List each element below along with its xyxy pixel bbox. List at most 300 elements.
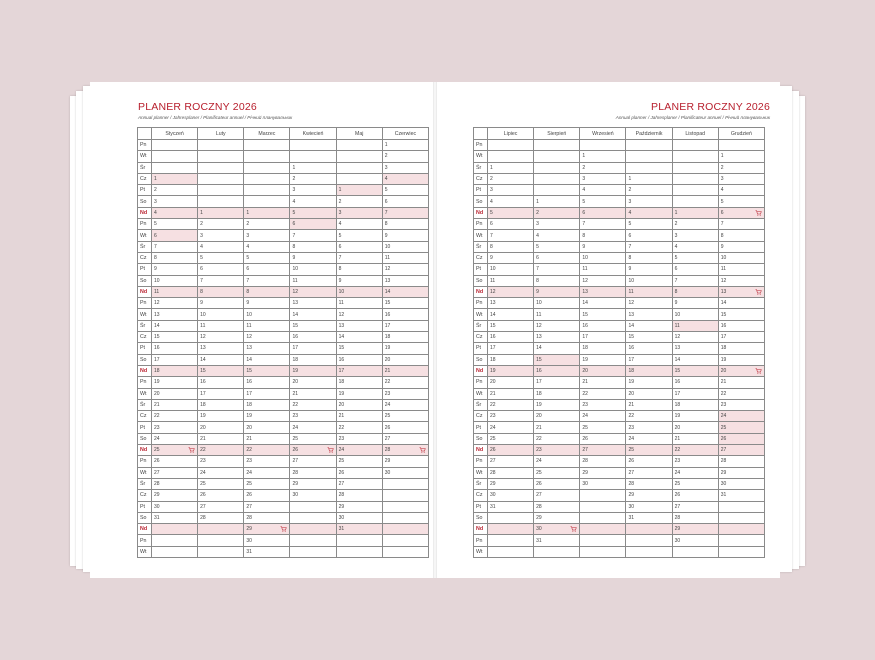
day-cell[interactable]: 12 bbox=[152, 298, 198, 309]
day-cell[interactable]: 9 bbox=[198, 298, 244, 309]
day-cell[interactable]: 14 bbox=[718, 298, 764, 309]
day-cell[interactable]: 1 bbox=[382, 140, 428, 151]
day-cell[interactable]: 12 bbox=[718, 275, 764, 286]
day-cell[interactable]: 22 bbox=[672, 445, 718, 456]
day-cell[interactable]: 8 bbox=[336, 264, 382, 275]
day-cell[interactable]: 29 bbox=[336, 501, 382, 512]
day-cell[interactable]: 21 bbox=[198, 433, 244, 444]
day-cell[interactable]: 16 bbox=[336, 354, 382, 365]
day-cell[interactable]: 17 bbox=[672, 388, 718, 399]
day-cell[interactable]: 7 bbox=[198, 275, 244, 286]
day-cell[interactable]: 8 bbox=[534, 275, 580, 286]
day-cell[interactable]: 23 bbox=[626, 422, 672, 433]
day-cell[interactable]: 11 bbox=[718, 264, 764, 275]
day-cell[interactable]: 10 bbox=[718, 252, 764, 263]
day-cell[interactable]: 15 bbox=[580, 309, 626, 320]
day-cell[interactable]: 3 bbox=[534, 219, 580, 230]
day-cell[interactable]: 10 bbox=[488, 264, 534, 275]
day-cell[interactable] bbox=[626, 140, 672, 151]
day-cell[interactable]: 16 bbox=[152, 343, 198, 354]
day-cell[interactable]: 2 bbox=[580, 162, 626, 173]
day-cell[interactable]: 26 bbox=[152, 456, 198, 467]
day-cell[interactable]: 6 bbox=[244, 264, 290, 275]
day-cell[interactable]: 21 bbox=[382, 365, 428, 376]
day-cell[interactable] bbox=[244, 196, 290, 207]
day-cell[interactable]: 25 bbox=[290, 433, 336, 444]
day-cell[interactable]: 16 bbox=[290, 332, 336, 343]
day-cell[interactable] bbox=[626, 524, 672, 535]
day-cell[interactable]: 27 bbox=[336, 478, 382, 489]
day-cell[interactable] bbox=[198, 173, 244, 184]
day-cell[interactable] bbox=[198, 524, 244, 535]
day-cell[interactable]: 26 bbox=[580, 433, 626, 444]
day-cell[interactable]: 29 bbox=[626, 490, 672, 501]
day-cell[interactable]: 24 bbox=[198, 467, 244, 478]
day-cell[interactable]: 26 bbox=[718, 433, 764, 444]
day-cell[interactable]: 5 bbox=[718, 196, 764, 207]
day-cell[interactable]: 8 bbox=[580, 230, 626, 241]
day-cell[interactable]: 7 bbox=[718, 219, 764, 230]
day-cell[interactable]: 15 bbox=[382, 298, 428, 309]
day-cell[interactable]: 13 bbox=[672, 343, 718, 354]
day-cell[interactable]: 1 bbox=[198, 207, 244, 218]
day-cell[interactable]: 14 bbox=[290, 309, 336, 320]
day-cell[interactable]: 14 bbox=[152, 320, 198, 331]
day-cell[interactable]: 4 bbox=[718, 185, 764, 196]
day-cell[interactable]: 28 bbox=[290, 467, 336, 478]
day-cell[interactable]: 7 bbox=[580, 219, 626, 230]
day-cell[interactable]: 4 bbox=[244, 241, 290, 252]
day-cell[interactable]: 28 bbox=[336, 490, 382, 501]
day-cell[interactable]: 26 bbox=[672, 490, 718, 501]
day-cell[interactable]: 1 bbox=[336, 185, 382, 196]
day-cell[interactable] bbox=[672, 185, 718, 196]
day-cell[interactable]: 30 bbox=[580, 478, 626, 489]
day-cell[interactable]: 3 bbox=[718, 173, 764, 184]
day-cell[interactable]: 4 bbox=[580, 185, 626, 196]
day-cell[interactable]: 23 bbox=[244, 456, 290, 467]
day-cell[interactable]: 13 bbox=[152, 309, 198, 320]
day-cell[interactable] bbox=[580, 140, 626, 151]
day-cell[interactable]: 11 bbox=[672, 320, 718, 331]
day-cell[interactable]: 7 bbox=[672, 275, 718, 286]
day-cell[interactable] bbox=[290, 535, 336, 546]
day-cell[interactable]: 6 bbox=[626, 230, 672, 241]
day-cell[interactable] bbox=[626, 151, 672, 162]
day-cell[interactable]: 24 bbox=[152, 433, 198, 444]
day-cell[interactable]: 31 bbox=[534, 535, 580, 546]
day-cell[interactable]: 19 bbox=[718, 354, 764, 365]
day-cell[interactable] bbox=[672, 140, 718, 151]
day-cell[interactable] bbox=[290, 512, 336, 523]
day-cell[interactable]: 30 bbox=[244, 535, 290, 546]
day-cell[interactable]: 11 bbox=[626, 286, 672, 297]
day-cell[interactable]: 4 bbox=[382, 173, 428, 184]
day-cell[interactable]: 24 bbox=[290, 422, 336, 433]
day-cell[interactable]: 25 bbox=[198, 478, 244, 489]
day-cell[interactable]: 3 bbox=[198, 230, 244, 241]
day-cell[interactable]: 15 bbox=[152, 332, 198, 343]
day-cell[interactable]: 29 bbox=[382, 456, 428, 467]
day-cell[interactable]: 3 bbox=[672, 230, 718, 241]
day-cell[interactable] bbox=[382, 501, 428, 512]
day-cell[interactable] bbox=[718, 501, 764, 512]
day-cell[interactable] bbox=[626, 535, 672, 546]
day-cell[interactable]: 3 bbox=[488, 185, 534, 196]
day-cell[interactable] bbox=[336, 535, 382, 546]
day-cell[interactable]: 9 bbox=[718, 241, 764, 252]
day-cell[interactable]: 16 bbox=[580, 320, 626, 331]
day-cell[interactable]: 17 bbox=[198, 388, 244, 399]
day-cell[interactable] bbox=[336, 173, 382, 184]
day-cell[interactable]: 22 bbox=[290, 399, 336, 410]
day-cell[interactable]: 29 bbox=[152, 490, 198, 501]
day-cell[interactable]: 10 bbox=[290, 264, 336, 275]
day-cell[interactable]: 15 bbox=[534, 354, 580, 365]
day-cell[interactable] bbox=[488, 535, 534, 546]
day-cell[interactable]: 11 bbox=[152, 286, 198, 297]
day-cell[interactable]: 5 bbox=[488, 207, 534, 218]
day-cell[interactable]: 2 bbox=[152, 185, 198, 196]
day-cell[interactable]: 15 bbox=[718, 309, 764, 320]
day-cell[interactable]: 28 bbox=[534, 501, 580, 512]
day-cell[interactable]: 20 bbox=[672, 422, 718, 433]
day-cell[interactable] bbox=[244, 173, 290, 184]
day-cell[interactable]: 8 bbox=[198, 286, 244, 297]
day-cell[interactable] bbox=[672, 173, 718, 184]
day-cell[interactable]: 28 bbox=[672, 512, 718, 523]
day-cell[interactable]: 8 bbox=[488, 241, 534, 252]
day-cell[interactable]: 3 bbox=[152, 196, 198, 207]
day-cell[interactable]: 16 bbox=[534, 365, 580, 376]
day-cell[interactable] bbox=[382, 478, 428, 489]
day-cell[interactable]: 18 bbox=[488, 354, 534, 365]
day-cell[interactable]: 23 bbox=[534, 445, 580, 456]
day-cell[interactable]: 13 bbox=[488, 298, 534, 309]
day-cell[interactable]: 27 bbox=[488, 456, 534, 467]
day-cell[interactable]: 11 bbox=[290, 275, 336, 286]
day-cell[interactable] bbox=[336, 546, 382, 557]
day-cell[interactable] bbox=[198, 162, 244, 173]
day-cell[interactable]: 27 bbox=[244, 501, 290, 512]
day-cell[interactable]: 31 bbox=[244, 546, 290, 557]
day-cell[interactable]: 31 bbox=[626, 512, 672, 523]
day-cell[interactable]: 25 bbox=[336, 456, 382, 467]
day-cell[interactable]: 8 bbox=[718, 230, 764, 241]
day-cell[interactable]: 5 bbox=[534, 241, 580, 252]
day-cell[interactable] bbox=[672, 196, 718, 207]
day-cell[interactable]: 20 bbox=[244, 422, 290, 433]
day-cell[interactable]: 29 bbox=[290, 478, 336, 489]
day-cell[interactable]: 9 bbox=[244, 298, 290, 309]
day-cell[interactable]: 13 bbox=[198, 343, 244, 354]
day-cell[interactable]: 29 bbox=[244, 524, 290, 535]
day-cell[interactable]: 15 bbox=[672, 365, 718, 376]
day-cell[interactable]: 11 bbox=[580, 264, 626, 275]
day-cell[interactable]: 23 bbox=[580, 399, 626, 410]
day-cell[interactable]: 24 bbox=[626, 433, 672, 444]
day-cell[interactable]: 3 bbox=[626, 196, 672, 207]
day-cell[interactable]: 30 bbox=[718, 478, 764, 489]
day-cell[interactable]: 14 bbox=[534, 343, 580, 354]
day-cell[interactable]: 26 bbox=[336, 467, 382, 478]
day-cell[interactable]: 24 bbox=[580, 411, 626, 422]
day-cell[interactable] bbox=[198, 196, 244, 207]
day-cell[interactable]: 7 bbox=[152, 241, 198, 252]
day-cell[interactable] bbox=[488, 524, 534, 535]
day-cell[interactable]: 6 bbox=[290, 219, 336, 230]
day-cell[interactable]: 28 bbox=[718, 456, 764, 467]
day-cell[interactable]: 20 bbox=[382, 354, 428, 365]
day-cell[interactable]: 27 bbox=[626, 467, 672, 478]
day-cell[interactable]: 4 bbox=[672, 241, 718, 252]
day-cell[interactable] bbox=[382, 535, 428, 546]
day-cell[interactable]: 25 bbox=[382, 411, 428, 422]
day-cell[interactable]: 16 bbox=[382, 309, 428, 320]
day-cell[interactable]: 30 bbox=[336, 512, 382, 523]
day-cell[interactable]: 16 bbox=[626, 343, 672, 354]
day-cell[interactable]: 17 bbox=[580, 332, 626, 343]
day-cell[interactable]: 25 bbox=[718, 422, 764, 433]
day-cell[interactable]: 18 bbox=[580, 343, 626, 354]
day-cell[interactable] bbox=[382, 524, 428, 535]
day-cell[interactable]: 27 bbox=[290, 456, 336, 467]
day-cell[interactable] bbox=[672, 151, 718, 162]
day-cell[interactable]: 8 bbox=[290, 241, 336, 252]
day-cell[interactable] bbox=[198, 546, 244, 557]
day-cell[interactable] bbox=[382, 546, 428, 557]
day-cell[interactable]: 1 bbox=[626, 173, 672, 184]
day-cell[interactable]: 25 bbox=[244, 478, 290, 489]
day-cell[interactable] bbox=[718, 140, 764, 151]
day-cell[interactable]: 24 bbox=[382, 399, 428, 410]
day-cell[interactable]: 28 bbox=[580, 456, 626, 467]
day-cell[interactable]: 30 bbox=[152, 501, 198, 512]
day-cell[interactable]: 4 bbox=[534, 230, 580, 241]
day-cell[interactable] bbox=[152, 140, 198, 151]
day-cell[interactable] bbox=[244, 185, 290, 196]
day-cell[interactable]: 9 bbox=[488, 252, 534, 263]
day-cell[interactable] bbox=[290, 501, 336, 512]
day-cell[interactable]: 8 bbox=[626, 252, 672, 263]
day-cell[interactable] bbox=[580, 535, 626, 546]
day-cell[interactable]: 15 bbox=[626, 332, 672, 343]
day-cell[interactable]: 16 bbox=[672, 377, 718, 388]
day-cell[interactable]: 18 bbox=[534, 388, 580, 399]
day-cell[interactable]: 15 bbox=[198, 365, 244, 376]
day-cell[interactable]: 26 bbox=[626, 456, 672, 467]
day-cell[interactable]: 27 bbox=[534, 490, 580, 501]
day-cell[interactable] bbox=[336, 151, 382, 162]
day-cell[interactable]: 23 bbox=[382, 388, 428, 399]
day-cell[interactable]: 12 bbox=[580, 275, 626, 286]
day-cell[interactable]: 7 bbox=[336, 252, 382, 263]
day-cell[interactable]: 2 bbox=[244, 219, 290, 230]
day-cell[interactable]: 5 bbox=[672, 252, 718, 263]
day-cell[interactable]: 28 bbox=[488, 467, 534, 478]
day-cell[interactable]: 11 bbox=[534, 309, 580, 320]
day-cell[interactable]: 27 bbox=[198, 501, 244, 512]
day-cell[interactable]: 12 bbox=[488, 286, 534, 297]
day-cell[interactable]: 9 bbox=[290, 252, 336, 263]
day-cell[interactable]: 30 bbox=[290, 490, 336, 501]
day-cell[interactable]: 10 bbox=[244, 309, 290, 320]
day-cell[interactable]: 12 bbox=[626, 298, 672, 309]
day-cell[interactable]: 28 bbox=[244, 512, 290, 523]
day-cell[interactable]: 17 bbox=[718, 332, 764, 343]
day-cell[interactable]: 18 bbox=[336, 377, 382, 388]
day-cell[interactable]: 6 bbox=[198, 264, 244, 275]
day-cell[interactable]: 12 bbox=[198, 332, 244, 343]
day-cell[interactable]: 30 bbox=[672, 535, 718, 546]
day-cell[interactable]: 22 bbox=[534, 433, 580, 444]
day-cell[interactable] bbox=[488, 546, 534, 557]
day-cell[interactable]: 1 bbox=[244, 207, 290, 218]
day-cell[interactable]: 12 bbox=[382, 264, 428, 275]
day-cell[interactable]: 18 bbox=[198, 399, 244, 410]
day-cell[interactable]: 2 bbox=[488, 173, 534, 184]
day-cell[interactable]: 21 bbox=[152, 399, 198, 410]
day-cell[interactable]: 4 bbox=[290, 196, 336, 207]
day-cell[interactable] bbox=[580, 524, 626, 535]
day-cell[interactable]: 23 bbox=[718, 399, 764, 410]
day-cell[interactable] bbox=[534, 173, 580, 184]
day-cell[interactable]: 21 bbox=[488, 388, 534, 399]
day-cell[interactable]: 29 bbox=[672, 524, 718, 535]
day-cell[interactable]: 19 bbox=[488, 365, 534, 376]
day-cell[interactable]: 22 bbox=[382, 377, 428, 388]
day-cell[interactable]: 7 bbox=[626, 241, 672, 252]
day-cell[interactable]: 10 bbox=[382, 241, 428, 252]
day-cell[interactable]: 9 bbox=[580, 241, 626, 252]
day-cell[interactable]: 22 bbox=[152, 411, 198, 422]
day-cell[interactable]: 18 bbox=[672, 399, 718, 410]
day-cell[interactable]: 17 bbox=[336, 365, 382, 376]
day-cell[interactable]: 19 bbox=[626, 377, 672, 388]
day-cell[interactable]: 5 bbox=[580, 196, 626, 207]
day-cell[interactable]: 23 bbox=[152, 422, 198, 433]
day-cell[interactable]: 15 bbox=[336, 343, 382, 354]
day-cell[interactable]: 13 bbox=[336, 320, 382, 331]
day-cell[interactable] bbox=[488, 151, 534, 162]
day-cell[interactable]: 6 bbox=[336, 241, 382, 252]
day-cell[interactable]: 21 bbox=[244, 433, 290, 444]
day-cell[interactable]: 5 bbox=[198, 252, 244, 263]
day-cell[interactable]: 7 bbox=[290, 230, 336, 241]
day-cell[interactable] bbox=[198, 140, 244, 151]
day-cell[interactable] bbox=[672, 546, 718, 557]
day-cell[interactable]: 30 bbox=[626, 501, 672, 512]
day-cell[interactable]: 29 bbox=[488, 478, 534, 489]
day-cell[interactable]: 12 bbox=[290, 286, 336, 297]
day-cell[interactable] bbox=[336, 162, 382, 173]
day-cell[interactable]: 19 bbox=[382, 343, 428, 354]
day-cell[interactable] bbox=[198, 535, 244, 546]
day-cell[interactable] bbox=[534, 151, 580, 162]
day-cell[interactable]: 1 bbox=[290, 162, 336, 173]
day-cell[interactable]: 31 bbox=[336, 524, 382, 535]
day-cell[interactable] bbox=[718, 546, 764, 557]
day-cell[interactable]: 19 bbox=[290, 365, 336, 376]
day-cell[interactable]: 22 bbox=[244, 445, 290, 456]
day-cell[interactable]: 16 bbox=[244, 377, 290, 388]
day-cell[interactable]: 28 bbox=[382, 445, 428, 456]
day-cell[interactable]: 2 bbox=[626, 185, 672, 196]
day-cell[interactable]: 10 bbox=[672, 309, 718, 320]
day-cell[interactable]: 2 bbox=[672, 219, 718, 230]
day-cell[interactable]: 26 bbox=[198, 490, 244, 501]
day-cell[interactable] bbox=[152, 546, 198, 557]
day-cell[interactable] bbox=[534, 546, 580, 557]
day-cell[interactable]: 22 bbox=[488, 399, 534, 410]
day-cell[interactable]: 25 bbox=[580, 422, 626, 433]
day-cell[interactable]: 29 bbox=[534, 512, 580, 523]
day-cell[interactable]: 14 bbox=[336, 332, 382, 343]
day-cell[interactable]: 19 bbox=[198, 411, 244, 422]
day-cell[interactable] bbox=[718, 512, 764, 523]
day-cell[interactable]: 25 bbox=[152, 445, 198, 456]
day-cell[interactable]: 27 bbox=[382, 433, 428, 444]
day-cell[interactable]: 11 bbox=[336, 298, 382, 309]
day-cell[interactable]: 5 bbox=[336, 230, 382, 241]
day-cell[interactable]: 7 bbox=[488, 230, 534, 241]
day-cell[interactable]: 3 bbox=[336, 207, 382, 218]
day-cell[interactable]: 14 bbox=[580, 298, 626, 309]
day-cell[interactable]: 8 bbox=[152, 252, 198, 263]
day-cell[interactable]: 27 bbox=[672, 501, 718, 512]
day-cell[interactable]: 3 bbox=[244, 230, 290, 241]
day-cell[interactable]: 9 bbox=[534, 286, 580, 297]
day-cell[interactable]: 24 bbox=[488, 422, 534, 433]
day-cell[interactable]: 19 bbox=[534, 399, 580, 410]
day-cell[interactable]: 22 bbox=[198, 445, 244, 456]
day-cell[interactable] bbox=[672, 162, 718, 173]
day-cell[interactable]: 12 bbox=[534, 320, 580, 331]
day-cell[interactable]: 5 bbox=[626, 219, 672, 230]
day-cell[interactable]: 26 bbox=[382, 422, 428, 433]
day-cell[interactable]: 7 bbox=[244, 275, 290, 286]
day-cell[interactable]: 22 bbox=[580, 388, 626, 399]
day-cell[interactable]: 20 bbox=[626, 388, 672, 399]
day-cell[interactable]: 24 bbox=[672, 467, 718, 478]
day-cell[interactable]: 6 bbox=[152, 230, 198, 241]
day-cell[interactable]: 21 bbox=[718, 377, 764, 388]
day-cell[interactable]: 17 bbox=[534, 377, 580, 388]
day-cell[interactable]: 20 bbox=[580, 365, 626, 376]
day-cell[interactable]: 21 bbox=[290, 388, 336, 399]
day-cell[interactable]: 22 bbox=[336, 422, 382, 433]
day-cell[interactable]: 20 bbox=[488, 377, 534, 388]
day-cell[interactable] bbox=[290, 151, 336, 162]
day-cell[interactable]: 28 bbox=[198, 512, 244, 523]
day-cell[interactable]: 10 bbox=[152, 275, 198, 286]
day-cell[interactable]: 3 bbox=[580, 173, 626, 184]
day-cell[interactable] bbox=[580, 501, 626, 512]
day-cell[interactable] bbox=[290, 524, 336, 535]
day-cell[interactable]: 21 bbox=[672, 433, 718, 444]
day-cell[interactable]: 23 bbox=[198, 456, 244, 467]
day-cell[interactable]: 2 bbox=[198, 219, 244, 230]
day-cell[interactable] bbox=[244, 151, 290, 162]
day-cell[interactable] bbox=[382, 512, 428, 523]
day-cell[interactable]: 11 bbox=[198, 320, 244, 331]
day-cell[interactable]: 31 bbox=[718, 490, 764, 501]
day-cell[interactable]: 8 bbox=[244, 286, 290, 297]
day-cell[interactable]: 19 bbox=[580, 354, 626, 365]
day-cell[interactable]: 18 bbox=[152, 365, 198, 376]
day-cell[interactable] bbox=[718, 524, 764, 535]
day-cell[interactable]: 28 bbox=[152, 478, 198, 489]
